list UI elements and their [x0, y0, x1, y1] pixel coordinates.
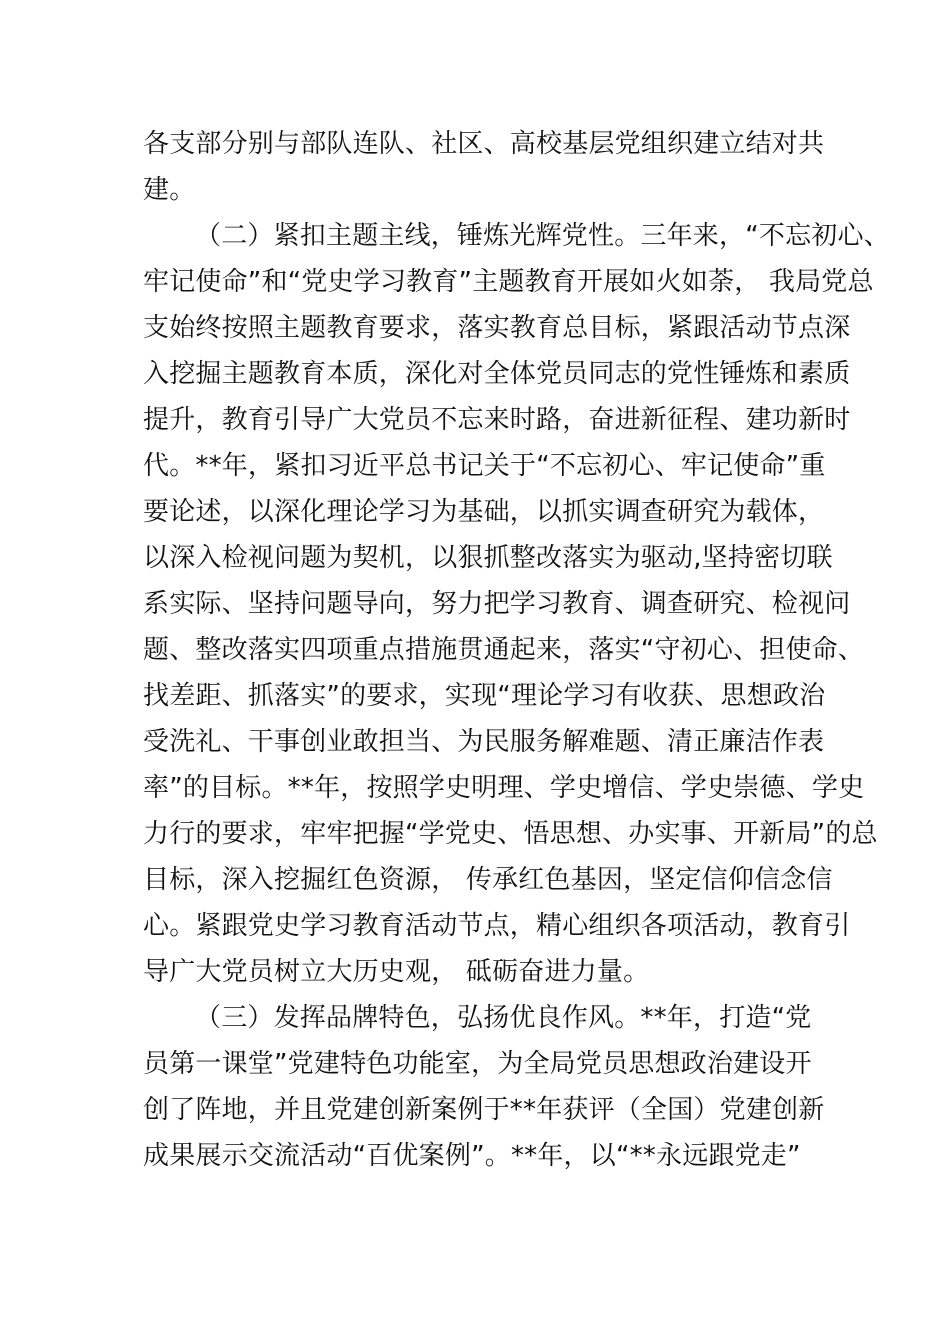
body-text-line: 系实际、坚持问题导向，努力把学习教育、调查研究、检视问 — [143, 589, 851, 619]
body-text-line: 各支部分别与部队连队、社区、高校基层党组织建立结对共 — [143, 129, 825, 159]
body-text-line: 目标，深入挖掘红色资源， 传承红色基因，坚定信仰信念信 — [143, 865, 833, 895]
body-text-line: 员第一课堂”党建特色功能室，为全局党员思想政治建设开 — [143, 1049, 812, 1079]
body-text-line: 要论述，以深化理论学习为基础，以抓实调查研究为载体， — [143, 497, 825, 527]
body-text-line: 牢记使命”和“党史学习教育”主题教育开展如火如荼， 我局党总 — [143, 267, 874, 297]
body-text-line: 力行的要求，牢牢把握“学党史、悟思想、办实事、开新局”的总 — [143, 819, 878, 849]
body-text-line: 提升，教育引导广大党员不忘来时路，奋进新征程、建功新时 — [143, 405, 851, 435]
body-text-line: 找差距、抓落实”的要求，实现“理论学习有收获、思想政治 — [143, 681, 826, 711]
body-text-line: 以深入检视问题为契机，以狠抓整改落实为驱动,坚持密切联 — [143, 543, 833, 573]
body-text-line: 创了阵地，并且党建创新案例于**年获评（全国）党建创新 — [143, 1095, 825, 1125]
body-text-line: 受洗礼、干事创业敢担当、为民服务解难题、清正廉洁作表 — [143, 727, 825, 757]
body-text-line: 代。**年，紧扣习近平总书记关于“不忘初心、牢记使命”重 — [143, 451, 826, 481]
body-text-line: 导广大党员树立大历史观， 砥砺奋进力量。 — [143, 957, 650, 987]
body-text-line: 建。 — [143, 175, 196, 205]
body-text-line: 心。紧跟党史学习教育活动节点，精心组织各项活动，教育引 — [143, 911, 851, 941]
body-text-line: 题、整改落实四项重点措施贯通起来，落实“守初心、担使命、 — [143, 635, 865, 665]
section-heading-line: （二）紧扣主题主线，锤炼光辉党性。三年来，“不忘初心、 — [195, 221, 890, 251]
section-heading-line: （三）发挥品牌特色，弘扬优良作风。**年，打造“党 — [195, 1003, 812, 1033]
body-text-line: 成果展示交流活动“百优案例”。**年，以“**永远跟党走” — [143, 1141, 801, 1171]
body-text-line: 入挖掘主题教育本质，深化对全体党员同志的党性锤炼和素质 — [143, 359, 851, 389]
body-text-line: 率”的目标。**年，按照学史明理、学史增信、学史崇德、学史 — [143, 773, 865, 803]
body-text-line: 支始终按照主题教育要求，落实教育总目标，紧跟活动节点深 — [143, 313, 851, 343]
